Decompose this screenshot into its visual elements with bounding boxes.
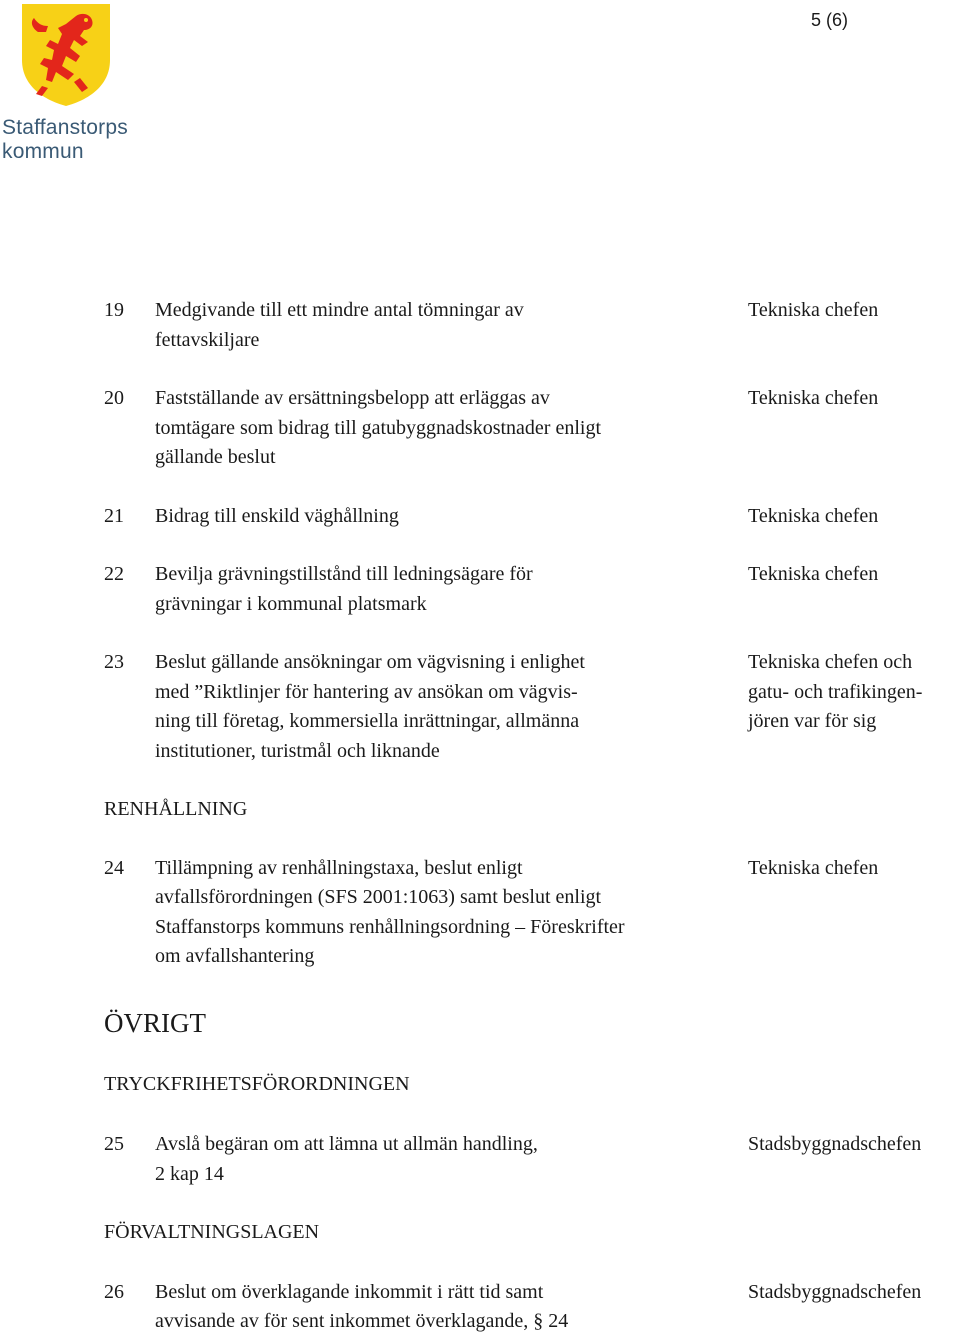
responsible-line: Stadsbyggnadschefen <box>748 1280 922 1303</box>
responsible-line: gatu- och trafikingen- <box>748 680 923 703</box>
table-row <box>104 1278 960 1337</box>
description-line: gällande beslut <box>155 446 276 468</box>
responsible-line: jören var för sig <box>748 710 877 732</box>
row-description <box>155 502 748 532</box>
section-heading-forvaltningslagen: FÖRVALTNINGSLAGEN <box>104 1221 320 1243</box>
description-line: grävningar i kommunal platsmark <box>155 592 427 615</box>
page-number: 5 (6) <box>810 10 848 30</box>
coat-of-arms-icon <box>18 2 114 108</box>
description-line: ning till företag, kommersiella inrättningar, allmänna <box>155 710 580 732</box>
responsible-line: Tekniska chefen <box>748 299 879 321</box>
row-responsible <box>748 648 960 737</box>
description-line: Beslut om överklagande inkommit i rätt tid samt <box>155 1280 544 1303</box>
row-responsible <box>748 502 960 532</box>
row-number: 26 <box>104 1280 124 1303</box>
description-line: Medgivande till ett mindre antal tömningar av <box>155 299 524 321</box>
row-number: 22 <box>104 563 124 585</box>
row-number: 24 <box>104 856 124 879</box>
row-number: 25 <box>104 1133 124 1155</box>
responsible-line: Tekniska chefen <box>748 387 879 409</box>
row-responsible <box>748 854 960 884</box>
row-responsible <box>748 384 960 414</box>
description-line: Staffanstorps kommuns renhållningsordning – Föreskrifter <box>155 915 625 938</box>
responsible-line: Tekniska chefen och <box>748 651 913 673</box>
row-responsible <box>748 296 960 326</box>
row-number: 23 <box>104 651 124 673</box>
row-responsible <box>748 560 960 590</box>
row-number: 20 <box>104 387 124 409</box>
responsible-line: Tekniska chefen <box>748 504 879 527</box>
delegation-table <box>104 296 960 1337</box>
description-line: Tillämpning av renhållningstaxa, beslut enligt <box>155 856 523 879</box>
logo-text-line2: kommun <box>2 140 84 163</box>
description-line: 2 kap 14 <box>155 1162 224 1185</box>
description-line: Fastställande av ersättningsbelopp att erläggas av <box>155 387 550 409</box>
description-line: tomtägare som bidrag till gatubyggnadskostnader enligt <box>155 416 602 439</box>
row-description <box>155 296 748 355</box>
row-description <box>155 1278 748 1337</box>
section-heading-ovrigt: ÖVRIGT <box>104 1007 206 1038</box>
row-description <box>155 854 748 972</box>
row-responsible <box>748 1278 960 1308</box>
responsible-line: Stadsbyggnadschefen <box>748 1133 922 1155</box>
row-description <box>155 1130 748 1189</box>
row-responsible <box>748 1130 960 1160</box>
description-line: avvisande av för sent inkommet överklagande, § 24 <box>155 1310 569 1332</box>
table-row <box>104 560 960 619</box>
table-row <box>104 296 960 355</box>
responsible-line: Tekniska chefen <box>748 563 879 585</box>
table-row <box>104 1130 960 1189</box>
description-line: institutioner, turistmål och liknande <box>155 739 440 762</box>
description-line: Avslå begäran om att lämna ut allmän handling, <box>155 1133 538 1155</box>
logo-text <box>2 116 128 164</box>
description-line: Bevilja grävningstillstånd till ledningsägare för <box>155 563 533 585</box>
table-row <box>104 648 960 766</box>
description-line: med ”Riktlinjer för hantering av ansökan om vägvis- <box>155 680 578 703</box>
municipality-logo <box>0 0 140 165</box>
logo-text-line1: Staffanstorps <box>2 116 128 139</box>
description-line: om avfallshantering <box>155 945 315 967</box>
row-number: 19 <box>104 299 124 321</box>
row-description <box>155 648 748 766</box>
section-heading-renhallning: RENHÅLLNING <box>104 798 248 820</box>
table-row <box>104 384 960 473</box>
responsible-line: Tekniska chefen <box>748 856 879 879</box>
description-line: fettavskiljare <box>155 328 260 351</box>
description-line: Beslut gällande ansökningar om vägvisning i enlighet <box>155 651 585 673</box>
description-line: avfallsförordningen (SFS 2001:1063) samt beslut enligt <box>155 886 602 908</box>
table-row <box>104 502 960 532</box>
table-row <box>104 854 960 972</box>
description-line: Bidrag till enskild väghållning <box>155 504 399 527</box>
section-heading-tryckfrihetsforordningen: TRYCKFRIHETSFÖRORDNINGEN <box>104 1072 410 1095</box>
row-description <box>155 560 748 619</box>
row-description <box>155 384 748 473</box>
row-number: 21 <box>104 504 124 527</box>
